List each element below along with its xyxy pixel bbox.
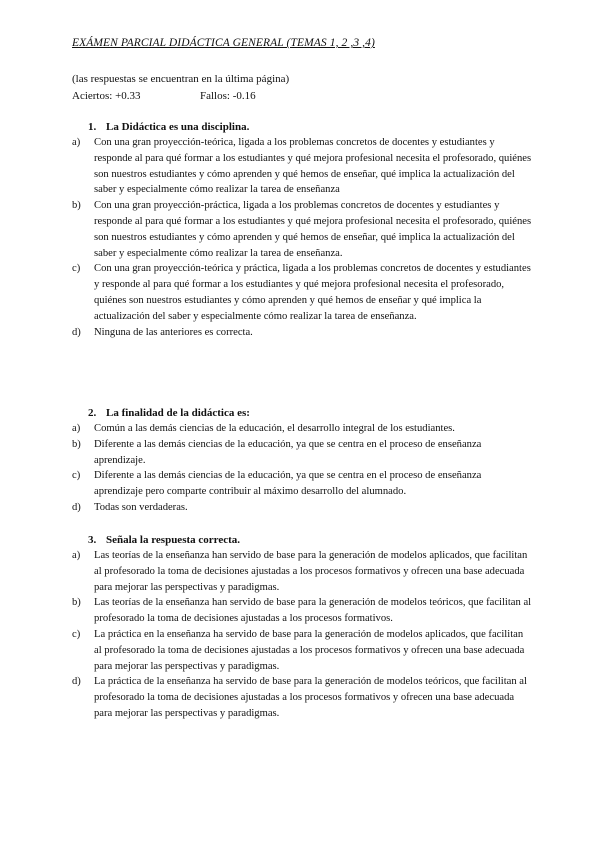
option-letter: a): [72, 550, 81, 561]
option-text: Las teorías de la enseñanza han servido de base para la generación de modelos teóricos, que facilitan al profesorado la toma de decisiones ajustadas a los procesos formativos.: [94, 597, 532, 625]
option-d: [72, 674, 532, 721]
question-3: [72, 534, 532, 722]
option-c: [72, 627, 532, 674]
question-text: La finalidad de la didáctica es:: [106, 407, 250, 419]
option-text: Diferente a las demás ciencias de la educación, ya que se centra en el proceso de enseñanza aprendizaje pero comparte contribuir al máximo desarrollo del alumnado.: [94, 470, 482, 498]
option-d: [72, 500, 532, 516]
option-letter: c): [72, 470, 81, 482]
option-a: [72, 421, 532, 437]
score-line: [72, 90, 256, 102]
option-text: Con una gran proyección-teórica, ligada a los problemas concretos de docentes y estudiantes y responde al para qué formar a los estudiantes y qué mejora profesional necesita el profesorado, quiénes son nuestros estudiantes y cómo aprenden y qué hemos de enseñar, qué implica la actualización del saber y especialmente cómo realizar la tarea de enseñanza: [94, 137, 532, 196]
option-letter: c): [72, 628, 81, 640]
aciertos-label: Aciertos: +0.33: [72, 90, 141, 102]
option-text: La práctica en la enseñanza ha servido de base para la generación de modelos aplicados, que facilitan al profesorado la toma de decisiones ajustadas a los procesos formativos y ofrecen una base adecuada para mejorar las perspectivas y paradigmas.: [94, 628, 525, 672]
question-number: 2.: [88, 407, 97, 419]
option-letter: c): [72, 263, 81, 275]
option-a: [72, 548, 532, 595]
option-text: La práctica de la enseñanza ha servido de base para la generación de modelos teóricos, que facilitan al profesorado la toma de decisiones ajustadas a los procesos formativos y ofrecen una base adecuada para mejorar las perspectivas y paradigmas.: [94, 676, 527, 719]
question-title: [72, 121, 532, 133]
question-1: [72, 121, 532, 340]
option-text: Con una gran proyección-práctica, ligada a los problemas concretos de docentes y estudiantes y responde al para qué formar a los estudiantes y qué mejora profesional necesita el profesorado, quiénes son nuestros estudiantes y cómo aprenden y qué hemos de enseñar, qué implica la actualización del saber y especialmente cómo realizar la tarea de enseñanza.: [94, 200, 532, 259]
question-text: Señala la respuesta correcta.: [106, 534, 241, 546]
option-letter: d): [72, 326, 81, 338]
question-text: La Didáctica es una disciplina.: [106, 121, 250, 133]
option-text: Diferente a las demás ciencias de la educación, ya que se centra en el proceso de enseñanza aprendizaje.: [94, 438, 482, 466]
question-title: [72, 534, 532, 546]
option-text: Con una gran proyección-teórica y práctica, ligada a los problemas concretos de docentes y estudiantes y responde al para qué formar a los estudiantes y qué mejora profesional necesita el profesorado, quiénes son nuestros estudiantes y cómo aprenden y qué hemos de enseñar y qué implica la actualización del saber y especialmente cómo realizar la tarea de enseñanza.: [94, 263, 531, 322]
exam-title: EXÁMEN PARCIAL DIDÁCTICA GENERAL (TEMAS 1, 2 ,3 ,4): [72, 37, 375, 49]
question-number: 3.: [88, 534, 97, 546]
option-b: [72, 437, 532, 469]
answers-note: (las respuestas se encuentran en la última página): [72, 73, 290, 85]
question-2: [72, 407, 532, 516]
option-letter: b): [72, 597, 81, 609]
option-a: [72, 135, 532, 198]
option-letter: d): [72, 501, 81, 513]
option-c: [72, 468, 532, 500]
option-c: [72, 261, 532, 324]
question-title: [72, 407, 532, 419]
option-b: [72, 198, 532, 261]
option-letter: b): [72, 438, 81, 450]
option-d: [72, 325, 532, 341]
option-b: [72, 595, 532, 627]
option-text: Todas son verdaderas.: [94, 501, 188, 513]
option-text: Común a las demás ciencias de la educación, el desarrollo integral de los estudiantes.: [94, 423, 455, 434]
option-letter: a): [72, 137, 81, 148]
option-letter: d): [72, 676, 81, 688]
option-text: Las teorías de la enseñanza han servido de base para la generación de modelos aplicados, que facilitan al profesorado la toma de decisiones ajustadas a los procesos formativos y ofrecen una base adecuada para mejorar las perspectivas y paradigmas.: [94, 550, 528, 593]
option-letter: a): [72, 423, 81, 434]
question-number: 1.: [88, 121, 97, 133]
fallos-label: Fallos: -0.16: [200, 90, 256, 102]
option-letter: b): [72, 200, 81, 212]
option-text: Ninguna de las anteriores es correcta.: [94, 326, 253, 338]
